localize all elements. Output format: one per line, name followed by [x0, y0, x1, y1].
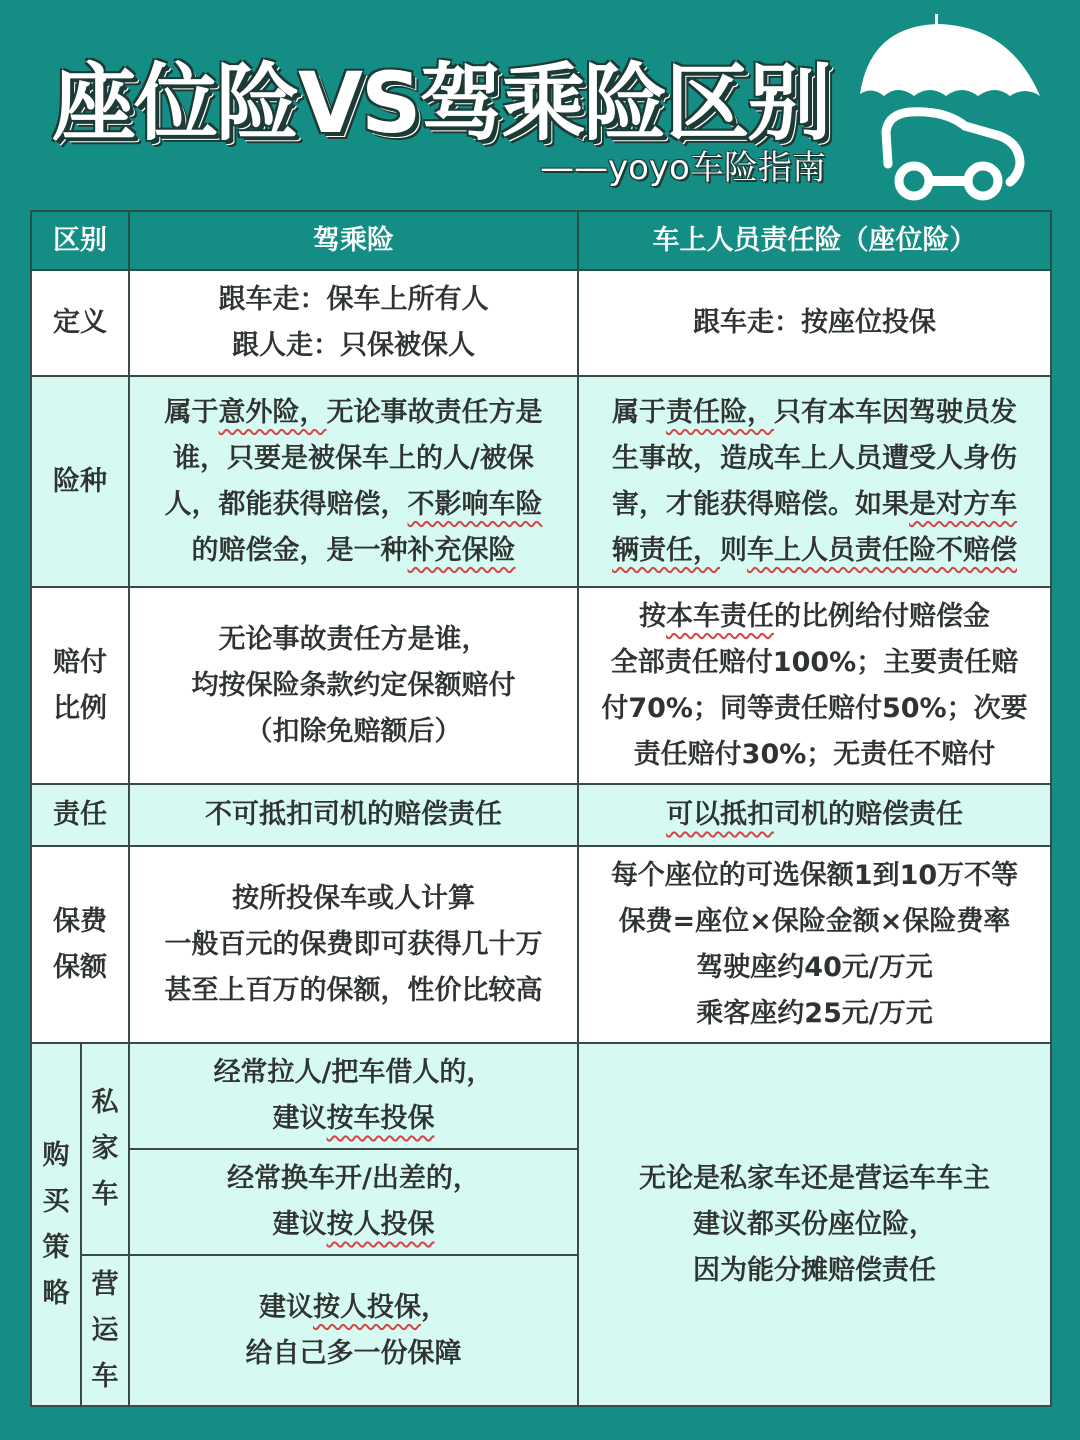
text-line: 驾驶座约40元/万元 [696, 951, 933, 983]
cell-ratio-jiacheng [129, 587, 578, 784]
text-line: 责任赔付30%；无责任不赔付 [633, 738, 996, 770]
text-line: 付70%；同等责任赔付50%；次要 [601, 692, 1028, 724]
text-segment: 建议 [259, 1291, 313, 1323]
text-line: 甚至上百万的保额，性价比较高 [164, 974, 543, 1006]
text-line: 按所投保车或人计算 [232, 882, 475, 914]
label-line: 赔付 [53, 646, 107, 678]
vertical-label: 私家车 [91, 1087, 119, 1210]
text-segment: 建议 [272, 1103, 327, 1134]
comparison-table [30, 210, 1052, 1407]
text-segment: 建议 [272, 1209, 327, 1240]
umbrella-car-icon [850, 14, 1060, 214]
cell-type-jiacheng [129, 376, 578, 587]
row-label-strategy [31, 1043, 81, 1406]
highlighted-text: 可以抵扣 [666, 799, 774, 830]
column-header-jiacheng: 驾乘险 [129, 211, 578, 270]
text-segment: 按 [639, 600, 666, 632]
highlighted-text: 按人投保 [313, 1291, 421, 1323]
text-line: 每个座位的可选保额1到10万不等 [610, 859, 1019, 891]
cell-definition-jiacheng [129, 270, 578, 376]
text-line: 建议都买份座位险， [693, 1208, 936, 1240]
highlighted-text: 责任险， [666, 396, 774, 428]
cell-liability-jiacheng: 不可抵扣司机的赔偿责任 [129, 784, 578, 846]
sublabel-private-car [81, 1043, 129, 1255]
text-segment: 只有本车因驾驶员发 [774, 396, 1017, 428]
highlighted-text: 补充保险 [407, 534, 516, 566]
highlighted-text: 是对方车 [909, 488, 1017, 520]
page-title: 座位险VS驾乘险区别 [52, 54, 830, 152]
text-segment: 害，才能获得赔偿。如果 [612, 488, 909, 520]
text-line: 跟车走：按座位投保 [693, 307, 936, 338]
text-line: 跟人走：只保被保人 [232, 330, 475, 361]
text-line: 给自己多一份保障 [245, 1337, 462, 1369]
highlighted-text: 按车投保 [326, 1103, 435, 1134]
vertical-label: 购买策略 [42, 1139, 70, 1309]
highlighted-text: 辆责任， [612, 534, 720, 566]
highlighted-text: 按人投保 [326, 1209, 435, 1240]
column-header-difference: 区别 [31, 211, 129, 270]
text-line: 无论是私家车还是营运车车主 [639, 1162, 990, 1194]
sublabel-commercial-car [81, 1255, 129, 1406]
highlighted-text: 车上人员责任险不赔偿 [747, 534, 1017, 566]
text-line: 经常拉人/把车借人的， [213, 1057, 494, 1088]
cell-strategy-commercial [129, 1255, 578, 1406]
cell-definition-zuowei [578, 270, 1051, 376]
text-segment: 则 [720, 534, 747, 566]
row-label-definition: 定义 [31, 270, 129, 376]
cell-liability-zuowei [578, 784, 1051, 846]
row-label-premium [31, 846, 129, 1043]
text-line: （扣除免赔额后） [245, 715, 462, 747]
table-row-ratio [31, 587, 1051, 784]
text-line: 谁，只要是被保车上的人/被保 [173, 442, 534, 474]
cell-ratio-zuowei [578, 587, 1051, 784]
text-line: 均按保险条款约定保额赔付 [191, 669, 516, 701]
cell-premium-zuowei [578, 846, 1051, 1043]
highlighted-text: 本车责任 [666, 600, 774, 632]
text-segment: 属于 [612, 396, 666, 428]
row-label-ratio [31, 587, 129, 784]
row-label-liability: 责任 [31, 784, 129, 846]
text-line: 因为能分摊赔偿责任 [693, 1254, 936, 1286]
cell-premium-jiacheng [129, 846, 578, 1043]
text-line: 经常换车开/出差的， [227, 1163, 480, 1194]
hero-banner [0, 0, 1080, 210]
label-line: 比例 [53, 692, 107, 724]
row-label-type: 险种 [31, 376, 129, 587]
text-line: 全部责任赔付100%；主要责任赔 [610, 646, 1019, 678]
table-row-definition [31, 270, 1051, 376]
text-line: 一般百元的保费即可获得几十万 [164, 928, 543, 960]
highlighted-text: 意外险， [218, 396, 327, 428]
text-segment: ， [421, 1291, 448, 1323]
table-row-strategy-private-1 [31, 1043, 1051, 1149]
table-row-type [31, 376, 1051, 587]
cell-type-zuowei [578, 376, 1051, 587]
text-line: 无论事故责任方是谁， [218, 623, 489, 655]
cell-strategy-private-1 [129, 1043, 578, 1149]
text-segment: 无论事故责任方是 [326, 396, 543, 428]
table-header-row [31, 211, 1051, 270]
column-header-zuowei: 车上人员责任险（座位险） [578, 211, 1051, 270]
table-row-premium [31, 846, 1051, 1043]
cell-strategy-zuowei [578, 1043, 1051, 1406]
text-segment: 的比例给付赔偿金 [774, 600, 990, 632]
text-segment: 属于 [164, 396, 219, 428]
text-segment: 人，都能获得赔偿， [164, 488, 408, 520]
text-line: 乘客座约25元/万元 [696, 997, 933, 1029]
text-line: 保费=座位×保险金额×保险费率 [618, 905, 1011, 937]
highlighted-text: 不影响车险 [407, 488, 543, 520]
vertical-label: 营运车 [91, 1268, 119, 1392]
page-subtitle: ——yoyo车险指南 [540, 148, 826, 188]
text-segment: 的赔偿金，是一种 [191, 534, 408, 566]
text-segment: 司机的赔偿责任 [774, 799, 963, 830]
cell-strategy-private-2 [129, 1149, 578, 1255]
text-line: 跟车走：保车上所有人 [218, 284, 489, 315]
table-row-liability [31, 784, 1051, 846]
text-line: 生事故，造成车上人员遭受人身伤 [612, 442, 1017, 474]
label-line: 保额 [53, 951, 107, 983]
label-line: 保费 [53, 905, 107, 937]
